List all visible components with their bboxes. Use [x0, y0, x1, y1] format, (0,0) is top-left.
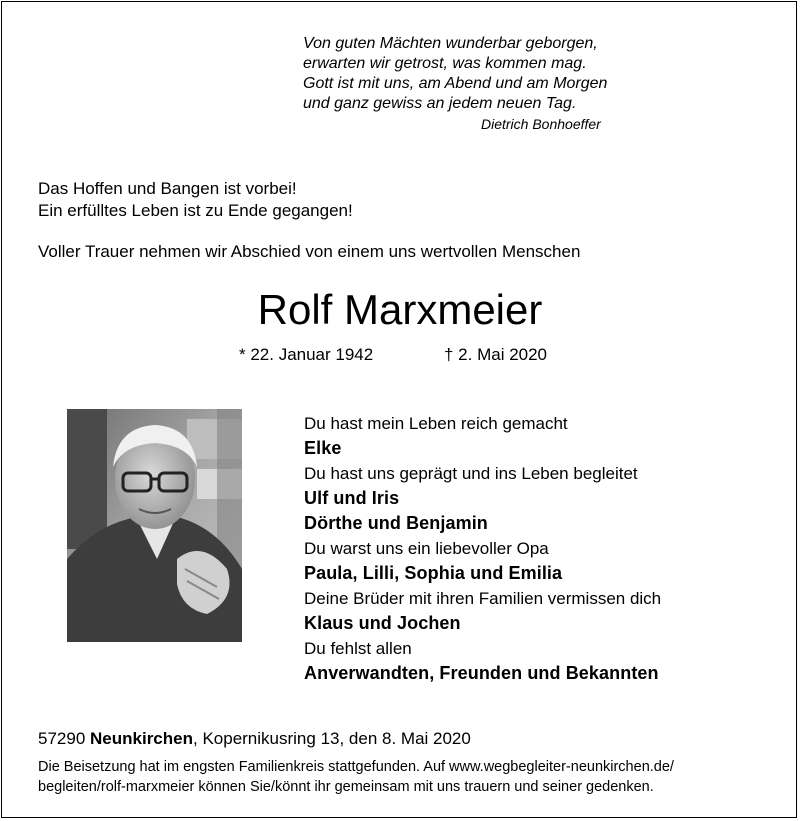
zip-code: 57290 — [38, 729, 86, 748]
quote-line: erwarten wir getrost, was kommen mag. — [303, 55, 587, 72]
family-names: Klaus und Jochen — [304, 613, 461, 633]
address-line — [38, 729, 471, 749]
intro-line: Ein erfülltes Leben ist zu Ende gegangen! — [38, 201, 353, 220]
notice-line: Die Beisetzung hat im engsten Familienkreis stattgefunden. Auf www.wegbegleiter-neunkirchen.de/ — [38, 759, 674, 775]
quote-author: Dietrich Bonhoeffer — [481, 116, 601, 132]
family-list — [304, 411, 661, 686]
family-line: Du hast mein Leben reich gemacht — [304, 414, 568, 433]
quote-line: Gott ist mit uns, am Abend und am Morgen — [303, 75, 608, 92]
notice-line: begleiten/rolf-marxmeier können Sie/könnt ihr gemeinsam mit uns trauern und seiner gedenken. — [38, 779, 654, 795]
family-names: Dörthe und Benjamin — [304, 513, 488, 533]
quote-line: und ganz gewiss an jedem neuen Tag. — [303, 95, 577, 112]
family-names: Elke — [304, 438, 342, 458]
family-names: Ulf und Iris — [304, 488, 400, 508]
address-rest: , Kopernikusring 13, den 8. Mai 2020 — [193, 729, 471, 748]
death-date: † 2. Mai 2020 — [444, 345, 548, 364]
funeral-notice — [38, 757, 674, 797]
family-line: Deine Brüder mit ihren Familien vermissen dich — [304, 589, 662, 608]
city-name: Neunkirchen — [90, 729, 193, 748]
family-line: Du hast uns geprägt und ins Leben begleitet — [304, 464, 638, 483]
family-names: Paula, Lilli, Sophia und Emilia — [304, 563, 563, 583]
birth-date: * 22. Januar 1942 — [239, 345, 374, 364]
quote-block — [303, 34, 607, 114]
intro-text — [38, 178, 353, 222]
deceased-name: Rolf Marxmeier — [257, 286, 543, 333]
family-line: Du fehlst allen — [304, 639, 412, 658]
farewell-text: Voller Trauer nehmen wir Abschied von einem uns wertvollen Menschen — [38, 242, 581, 261]
quote-line: Von guten Mächten wunderbar geborgen, — [303, 35, 598, 52]
portrait-photo — [67, 409, 242, 642]
family-names: Anverwandten, Freunden und Bekannten — [304, 663, 659, 683]
intro-line: Das Hoffen und Bangen ist vorbei! — [38, 179, 297, 198]
family-line: Du warst uns ein liebevoller Opa — [304, 539, 549, 558]
